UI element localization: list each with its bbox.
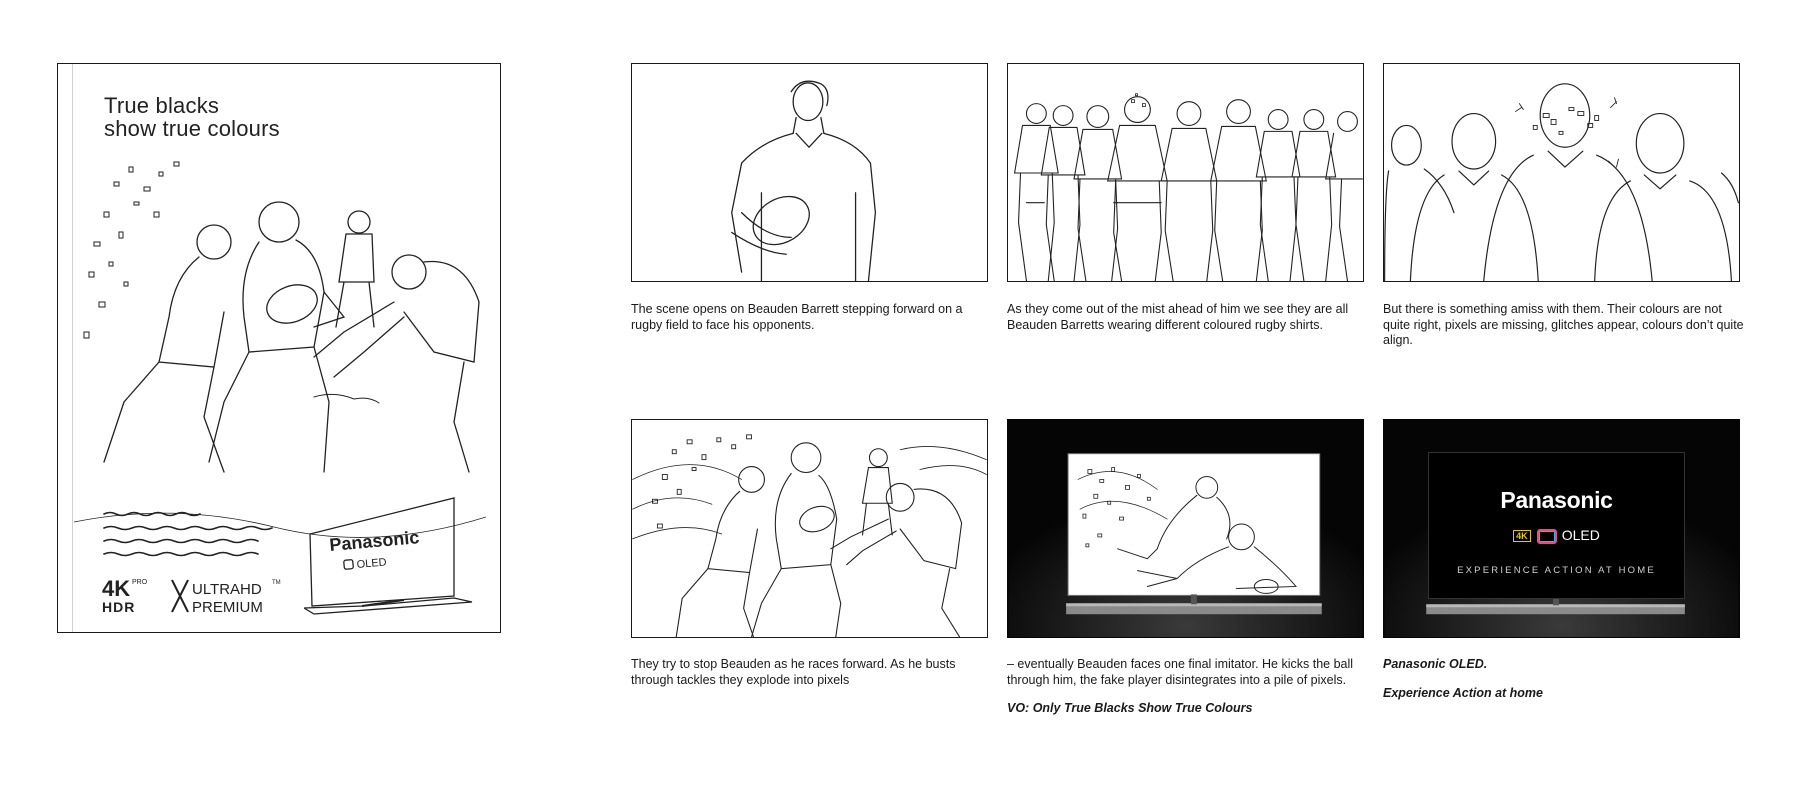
storyboard-frame-6 [1383, 419, 1740, 638]
poster-body-copy-scribble [102, 508, 282, 558]
frame-3-sketch [1384, 64, 1739, 281]
endcard-4k-badge: 4K [1513, 530, 1531, 542]
frame-5-tv-sketch [1008, 420, 1363, 637]
badge-ultrahd-text: ULTRAHD [192, 581, 262, 598]
poster-headline-line1: True blacks [104, 93, 220, 118]
frame-4-sketch [632, 420, 987, 637]
frame-1-caption-text: The scene opens on Beauden Barrett stepping forward on a rugby field to face his opponents. [631, 302, 963, 332]
frame-5-voiceover: VO: Only True Blacks Show True Colours [1007, 701, 1253, 715]
endcard-panasonic-logo: Panasonic [1500, 487, 1613, 513]
frame-3-caption-text: But there is something amiss with them. Their colours are not quite right, pixels are missing, glitches appear, colours don’t quite align. [1383, 302, 1744, 347]
frame-6-caption-line2: Experience Action at home [1383, 685, 1543, 700]
oled-square-icon [1537, 529, 1557, 544]
endcard-4k-oled-row [1429, 527, 1684, 544]
frame-2-caption-text: As they come out of the mist ahead of him we see they are all Beauden Barretts wearing different coloured rugby shirts. [1007, 302, 1349, 332]
endcard-tagline: EXPERIENCE ACTION AT HOME [1457, 565, 1656, 576]
frame-4-caption-text: They try to stop Beauden as he races forward. As he busts through tackles they explode into pixels [631, 657, 956, 687]
frame-6-caption [1383, 657, 1745, 701]
storyboard-frame-2 [1007, 63, 1364, 282]
poster-headline [104, 94, 280, 140]
poster-4k-hdr-ultrahd-badges [102, 576, 292, 616]
poster-artwork [57, 63, 501, 633]
storyboard-frame-3 [1383, 63, 1740, 282]
badge-4k-text: 4K [102, 576, 131, 601]
poster-tv-brand: Panasonic [328, 527, 421, 555]
badge-hdr-text: HDR [102, 599, 136, 615]
frame-1-sketch [632, 64, 987, 281]
poster-spine-line [72, 64, 73, 632]
badge-premium-text: PREMIUM [192, 599, 263, 616]
poster-rugby-sketch [74, 142, 486, 554]
frame-5-caption-text: – eventually Beauden faces one final imitator. He kicks the ball through him, the fake player disintegrates into a pile of pixels. [1007, 657, 1354, 687]
storyboard-frame-1 [631, 63, 988, 282]
frame-3-caption [1383, 302, 1745, 349]
frame-5-caption [1007, 657, 1369, 717]
frame-6-tv-screen [1428, 452, 1685, 599]
frame-4-caption [631, 657, 993, 688]
storyboard-frame-4 [631, 419, 988, 638]
poster-tv-oled: OLED [356, 556, 388, 571]
poster-tv-sketch [304, 496, 474, 616]
frame-1-caption [631, 302, 993, 333]
badge-tm-text: TM [272, 580, 281, 586]
frame-2-caption [1007, 302, 1369, 333]
frame-6-caption-line1: Panasonic OLED. [1383, 657, 1488, 671]
badge-pro-text: PRO [132, 579, 148, 586]
frame-2-sketch [1008, 64, 1363, 281]
endcard-oled-label: OLED [1561, 527, 1600, 543]
poster-headline-line2: show true colours [104, 116, 280, 141]
storyboard-frame-5 [1007, 419, 1364, 638]
